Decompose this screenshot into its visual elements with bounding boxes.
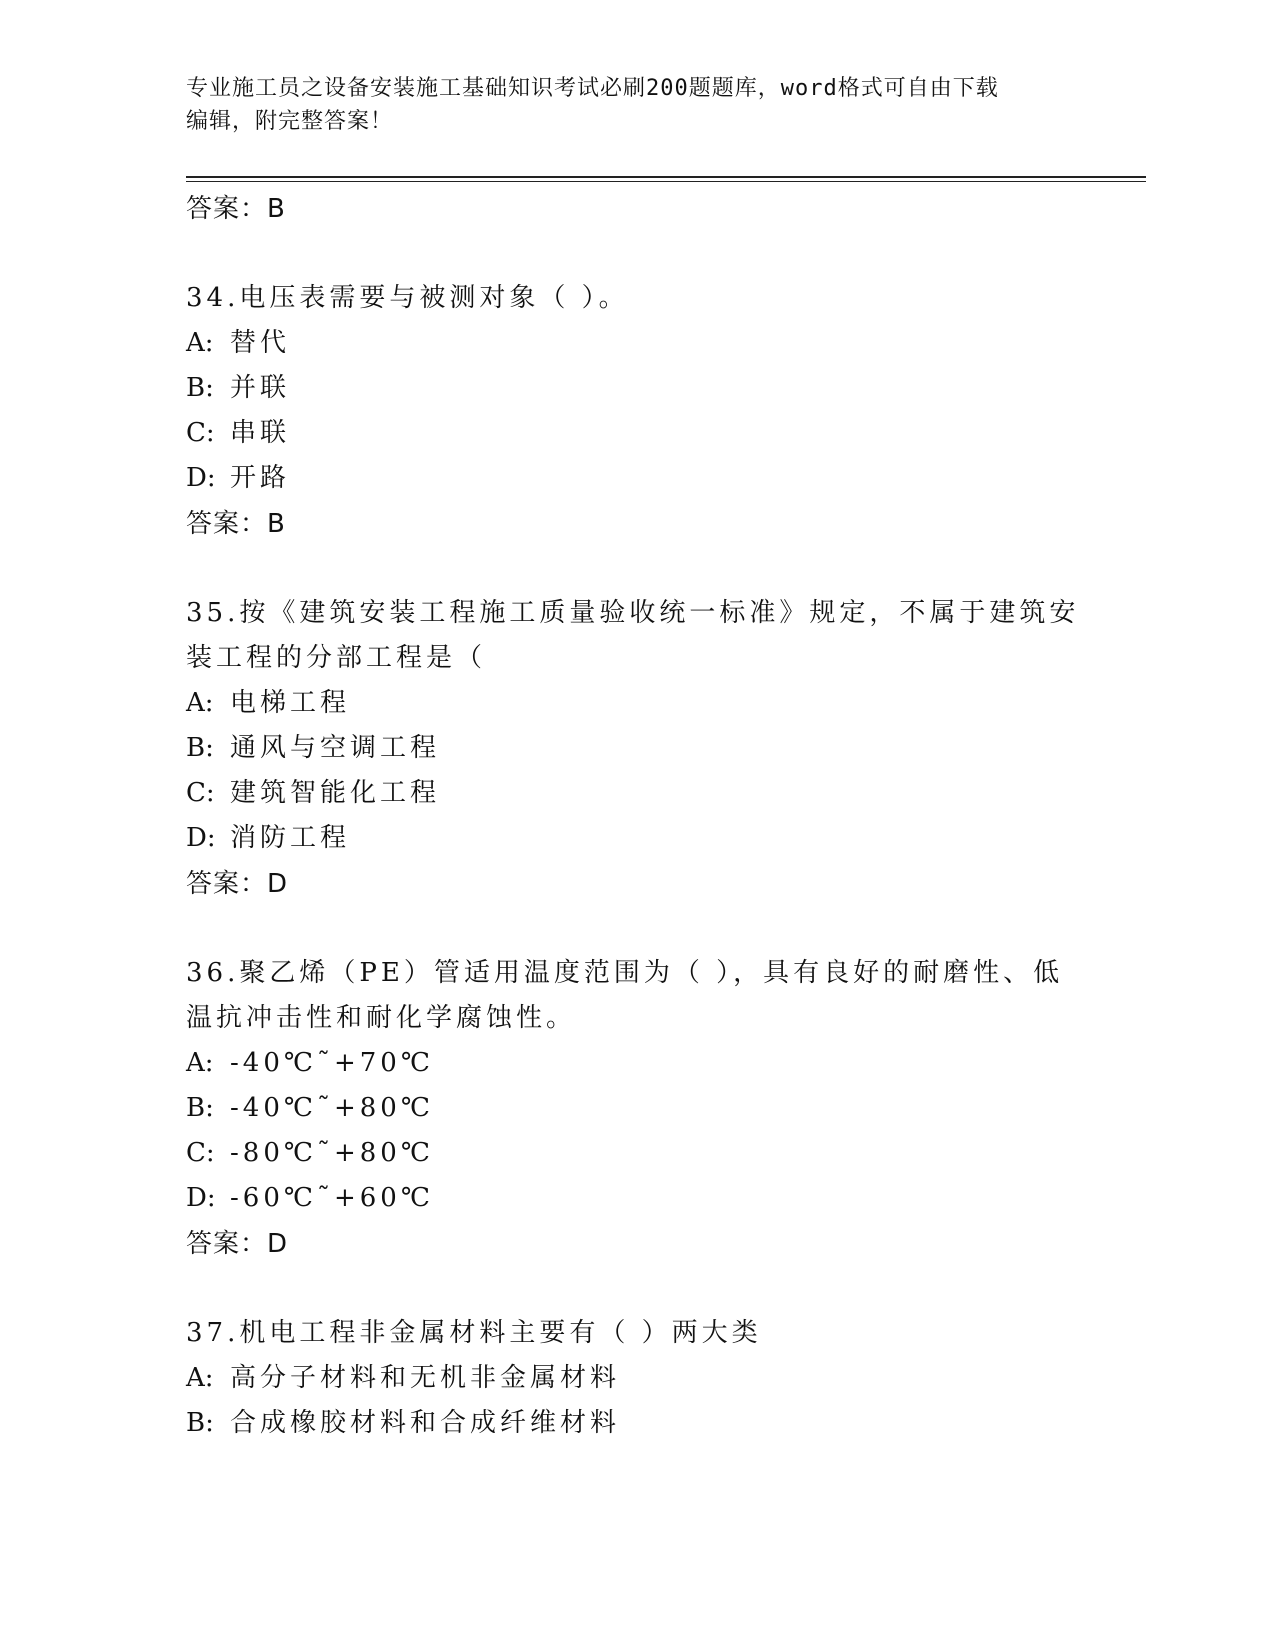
option-key: C: <box>186 778 215 808</box>
option-text: -80℃˜+80℃ <box>230 1138 434 1168</box>
option-b <box>186 726 1086 771</box>
option-key: C: <box>186 418 215 448</box>
question-text: 35.按《建筑安装工程施工质量验收统一标准》规定，不属于建筑安装工程的分部工程是（ <box>186 598 1080 673</box>
option-text: 建筑智能化工程 <box>230 778 441 808</box>
option-b <box>186 1086 1086 1131</box>
option-a <box>186 321 1086 366</box>
option-key: B: <box>186 733 214 763</box>
option-text: 电梯工程 <box>230 688 351 718</box>
option-b <box>186 366 1086 411</box>
header-line-2: 编辑，附完整答案！ <box>186 109 394 134</box>
question-36 <box>186 951 1086 1267</box>
question-list <box>186 186 1086 1446</box>
option-text: 合成橡胶材料和合成纤维材料 <box>230 1408 621 1438</box>
header-line-1: 专业施工员之设备安装施工基础知识考试必刷200题题库，word格式可自由下载 <box>186 76 999 101</box>
option-text: 串联 <box>230 418 291 448</box>
answer-previous: 答案：B <box>186 194 286 224</box>
question-text: 37.机电工程非金属材料主要有（ ）两大类 <box>186 1318 762 1348</box>
option-key: A: <box>186 1048 214 1078</box>
option-text: -40℃˜+80℃ <box>230 1093 434 1123</box>
option-key: D: <box>186 823 216 853</box>
option-key: D: <box>186 463 216 493</box>
option-text: 并联 <box>230 373 291 403</box>
document-header <box>186 72 1076 138</box>
option-c <box>186 1131 1086 1176</box>
answer: 答案：D <box>186 1229 289 1259</box>
option-d <box>186 456 1086 501</box>
answer: 答案：B <box>186 509 286 539</box>
option-d <box>186 1176 1086 1221</box>
option-text: -60℃˜+60℃ <box>230 1183 434 1213</box>
question-35 <box>186 591 1086 907</box>
option-key: B: <box>186 373 214 403</box>
option-text: 通风与空调工程 <box>230 733 441 763</box>
option-key: B: <box>186 1408 214 1438</box>
option-a <box>186 1356 1086 1401</box>
option-a <box>186 1041 1086 1086</box>
option-key: A: <box>186 688 214 718</box>
question-37 <box>186 1311 1086 1446</box>
option-c <box>186 771 1086 816</box>
question-text: 34.电压表需要与被测对象（ ）。 <box>186 283 629 313</box>
option-key: A: <box>186 1363 214 1393</box>
option-key: C: <box>186 1138 215 1168</box>
option-b <box>186 1401 1086 1446</box>
option-c <box>186 411 1086 456</box>
option-text: 替代 <box>230 328 291 358</box>
option-key: B: <box>186 1093 214 1123</box>
option-key: D: <box>186 1183 216 1213</box>
option-key: A: <box>186 328 214 358</box>
question-34 <box>186 276 1086 547</box>
option-text: 开路 <box>230 463 291 493</box>
question-text: 36.聚乙烯（PE）管适用温度范围为（ ），具有良好的耐磨性、低温抗冲击性和耐化学腐蚀性。 <box>186 958 1064 1033</box>
option-text: -40℃˜+70℃ <box>230 1048 434 1078</box>
option-text: 高分子材料和无机非金属材料 <box>230 1363 621 1393</box>
option-d <box>186 816 1086 861</box>
option-a <box>186 681 1086 726</box>
option-text: 消防工程 <box>230 823 351 853</box>
header-divider-thin <box>186 181 1146 182</box>
answer: 答案：D <box>186 869 289 899</box>
header-divider-thick <box>186 176 1146 178</box>
